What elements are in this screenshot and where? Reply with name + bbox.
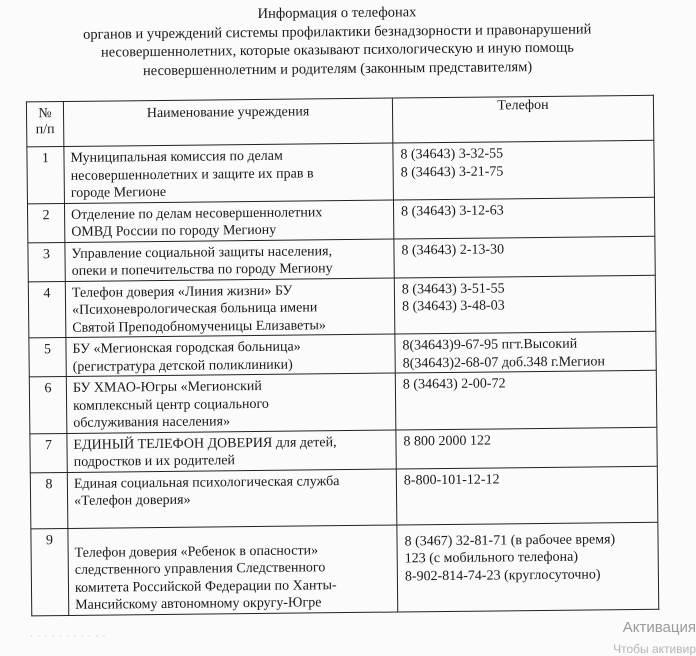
institution-name-line: ЕДИНЫЙ ТЕЛЕФОН ДОВЕРИЯ для детей,	[73, 434, 337, 453]
row-number: 9	[31, 528, 69, 615]
institution-name	[65, 278, 395, 338]
institution-name	[64, 200, 393, 242]
institution-name-line: следственного управления Следственного	[74, 560, 326, 578]
phone-numbers	[396, 427, 657, 469]
institution-name-line: Отделение по делам несовершеннолетних	[71, 204, 323, 223]
institution-name-line: Единая социальная психологическая служба	[73, 473, 340, 492]
institution-name-line: Святой Преподобномученицы Елизаветы»	[72, 317, 326, 336]
institution-name-line: комитета Российской Федерации по Ханты-	[74, 577, 337, 596]
table-row	[27, 140, 655, 203]
row-number: 4	[28, 281, 66, 338]
institution-name-line: городе Мегионе	[70, 184, 167, 201]
phone-number: 8 800 2000 122	[403, 433, 492, 449]
phone-table	[26, 95, 659, 616]
row-number: 5	[29, 337, 66, 376]
institution-name	[64, 143, 394, 203]
heading-line-1: Информация о телефонах	[257, 4, 417, 22]
institution-name-line: ОМВД России по городу Мегиону	[71, 222, 277, 240]
phone-numbers	[394, 275, 656, 334]
institution-name-line: (регистратура детской поликлиники)	[72, 357, 293, 375]
row-number: 2	[27, 203, 64, 242]
heading-line-2: органов и учреждений системы профилактики безнадзорности и правонарушений	[82, 20, 592, 43]
phone-number: 8-800-101-12-12	[403, 471, 500, 488]
phone-numbers	[393, 140, 655, 199]
institution-name	[66, 373, 396, 433]
institution-name-line: обслуживания населения»	[73, 414, 231, 431]
phone-numbers	[397, 522, 659, 612]
institution-name-line: «Психоневрологическая больница имени	[72, 300, 318, 318]
institution-name-line: «Телефон доверия»	[74, 492, 191, 509]
table-row	[28, 236, 655, 282]
institution-name-line: БУ ХМАО-Югры «Мегионский	[72, 378, 262, 396]
table-header-row	[26, 95, 653, 147]
document-heading	[27, 1, 648, 81]
header-number	[26, 101, 63, 146]
phone-number: 123 (с мобильного телефона)	[404, 549, 579, 567]
institution-name-line: комплексный центр социального	[73, 396, 269, 414]
phone-number: 8 (34643) 3-51-55	[401, 280, 505, 297]
header-number-line-2: п/п	[35, 122, 55, 138]
phone-number: 8-902-814-74-23 (круглосуточно)	[404, 566, 601, 584]
activation-watermark-sub: Чтобы активир	[613, 642, 696, 656]
phone-number: 8 (34643) 3-21-75	[400, 163, 504, 180]
row-number: 1	[27, 146, 65, 203]
table-row	[30, 466, 658, 529]
phone-numbers	[394, 236, 655, 278]
phone-numbers	[393, 197, 654, 239]
institution-name	[67, 430, 396, 472]
phone-number: 8 (34643) 3-48-03	[401, 298, 505, 315]
phone-numbers	[396, 466, 658, 525]
header-number-line-1: №	[38, 106, 52, 122]
institution-name-line: Телефон доверия «Ребенок в опасности»	[74, 542, 319, 561]
institution-name	[66, 334, 395, 376]
scan-artifact: · · · · · · · · · · ·	[30, 631, 107, 641]
institution-name-line: Телефон доверия «Линия жизни» БУ	[71, 283, 293, 301]
institution-name	[65, 239, 394, 281]
table-row	[28, 275, 656, 338]
phone-number: 8 (34643) 3-12-63	[400, 202, 504, 219]
institution-name-line: несовершеннолетних и защите их прав в	[70, 165, 314, 184]
table-row	[29, 370, 657, 433]
phone-number: 8(34643)9-67-95 пгт.Высокий	[402, 336, 578, 354]
institution-name	[67, 469, 397, 528]
row-number: 8	[30, 472, 68, 528]
institution-name-line: Мансийскому автономному округу-Югре	[75, 595, 322, 613]
institution-name-line: Муниципальная комиссия по делам	[70, 148, 283, 166]
header-phone: Телефон	[392, 95, 653, 143]
table-row	[27, 197, 654, 243]
phone-number: 8(34643)2-68-07 доб.348 г.Мегион	[402, 353, 606, 371]
table-row	[29, 331, 656, 377]
activation-watermark: Активация	[622, 619, 696, 636]
phone-number: 8 (3467) 32-81-71 (в рабочее время)	[404, 531, 616, 549]
row-number: 7	[30, 433, 67, 472]
institution-name-line: опеки и попечительства по городу Мегиону	[71, 261, 333, 279]
phone-number: 8 (34643) 2-13-30	[401, 241, 505, 258]
phone-numbers	[395, 331, 656, 373]
header-institution: Наименование учреждения	[63, 98, 392, 146]
institution-name-line: подростков и их родителей	[73, 453, 236, 470]
phone-number: 8 (34643) 3-32-55	[400, 146, 504, 163]
institution-name-line: БУ «Мегионская городская больница»	[72, 339, 301, 357]
phone-number: 8 (34643) 2-00-72	[402, 376, 506, 393]
heading-line-3: несовершеннолетних, которые оказывают психологическую и иную помощь	[100, 39, 574, 61]
table-body	[27, 140, 659, 615]
row-number: 3	[28, 242, 65, 281]
heading-line-4: несовершеннолетним и родителям (законным представителям)	[142, 58, 533, 79]
institution-name-line: Управление социальной защиты населения,	[71, 243, 333, 262]
row-number: 6	[29, 376, 67, 433]
table-row	[31, 522, 659, 616]
institution-name	[68, 525, 398, 615]
table-row	[30, 427, 657, 473]
phone-numbers	[395, 370, 657, 429]
